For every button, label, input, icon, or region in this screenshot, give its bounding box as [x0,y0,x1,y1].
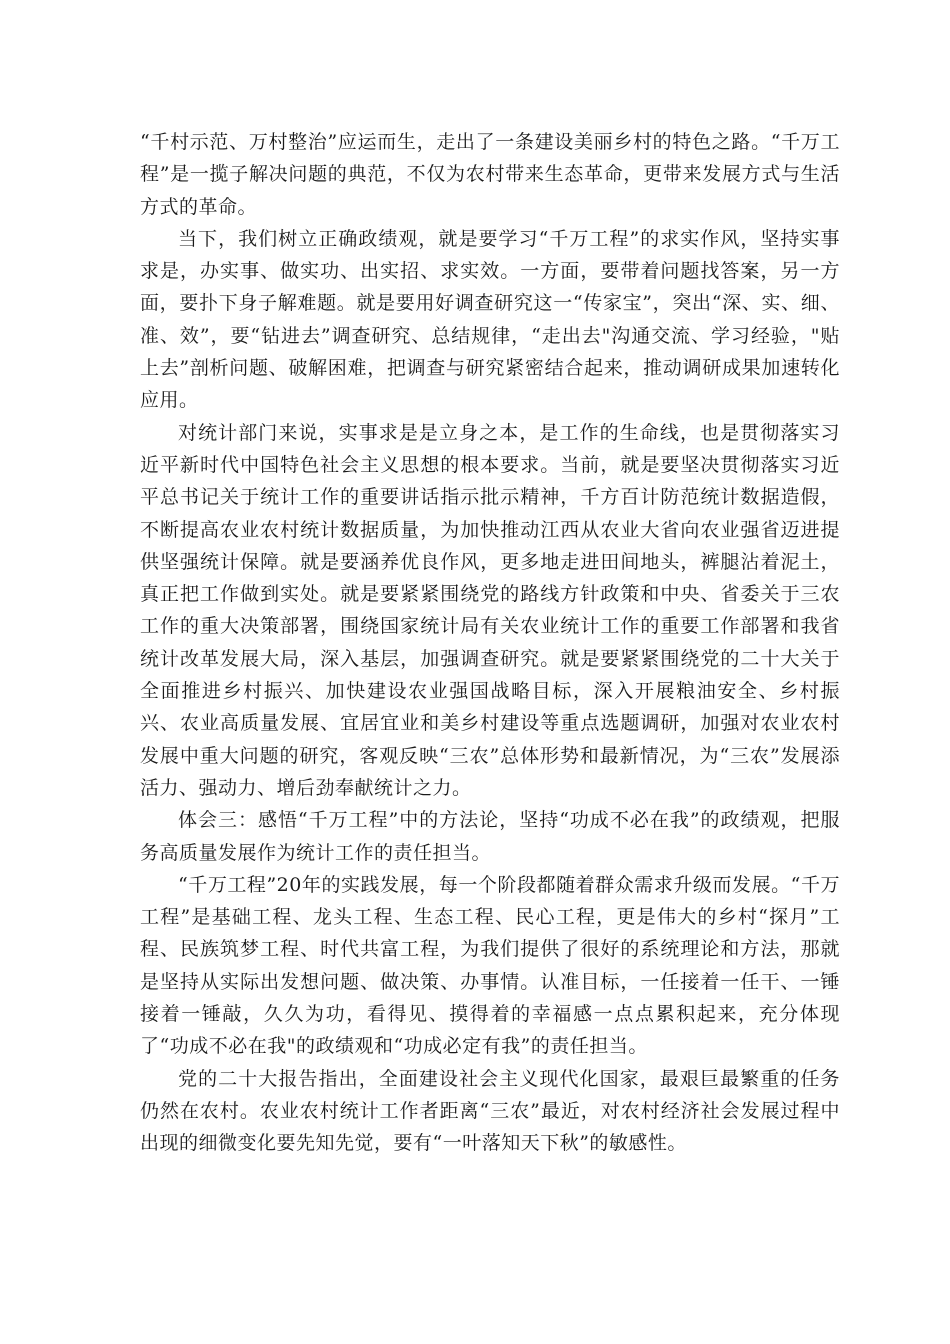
document-body [140,126,840,1160]
paragraph: 当下，我们树立正确政绩观，就是要学习“千万工程”的求实作风，坚持实事求是，办实事、做实功、出实招、求实效。一方面，要带着问题找答案，另一方面，要扑下身子解难题。就是要用好调查研究这一“传家宝”，突出“深、实、细、准、效”，要“钻进去”调查研究、总结规律，“走出去"沟通交流、学习经验，"贴上去”剖析问题、破解困难，把调查与研究紧密结合起来，推动调研成果加速转化应用。 [140,227,840,412]
paragraph: 党的二十大报告指出，全面建设社会主义现代化国家，最艰巨最繁重的任务仍然在农村。农业农村统计工作者距离“三农”最近，对农村经济社会发展过程中出现的细微变化要先知先觉，要有“一叶落知天下秋”的敏感性。 [140,1067,840,1155]
paragraph: “千村示范、万村整治”应运而生，走出了一条建设美丽乡村的特色之路。“千万工程”是一揽子解决问题的典范，不仅为农村带来生态革命，更带来发展方式与生活方式的革命。 [140,131,840,218]
paragraph: “千万工程”20年的实践发展，每一个阶段都随着群众需求升级而发展。“千万工程”是基础工程、龙头工程、生态工程、民心工程，更是伟大的乡村“探月”工程、民族筑梦工程、时代共富工程，为我们提供了很好的系统理论和方法，那就是坚持从实际出发想问题、做决策、办事情。认准目标，一任接着一任干、一锤接着一锤敲，久久为功，看得见、摸得着的幸福感一点点累积起来，充分体现了“功成不必在我"的政绩观和“功成必定有我”的责任担当。 [140,873,840,1058]
paragraph: 对统计部门来说，实事求是是立身之本，是工作的生命线，也是贯彻落实习近平新时代中国特色社会主义思想的根本要求。当前，就是要坚决贯彻落实习近平总书记关于统计工作的重要讲话指示批示精神，千方百计防范统计数据造假，不断提高农业农村统计数据质量，为加快推动江西从农业大省向农业强省迈进提供坚强统计保障。就是要涵养优良作风，更多地走进田间地头，裤腿沾着泥土，真正把工作做到实处。就是要紧紧围绕党的路线方针政策和中央、省委关于三农工作的重大决策部署，围绕国家统计局有关农业统计工作的重要工作部署和我省统计改革发展大局，深入基层，加强调查研究。就是要紧紧围绕党的二十大关于全面推进乡村振兴、加快建设农业强国战略目标，深入开展粮油安全、乡村振兴、农业高质量发展、宜居宜业和美乡村建设等重点选题调研，加强对农业农村发展中重大问题的研究，客观反映“三农”总体形势和最新情况，为“三农”发展添活力、强动力、增后劲奉献统计之力。 [140,421,840,799]
paragraph: 体会三：感悟“千万工程”中的方法论，坚持“功成不必在我”的政绩观，把服务高质量发展作为统计工作的责任担当。 [140,809,840,864]
